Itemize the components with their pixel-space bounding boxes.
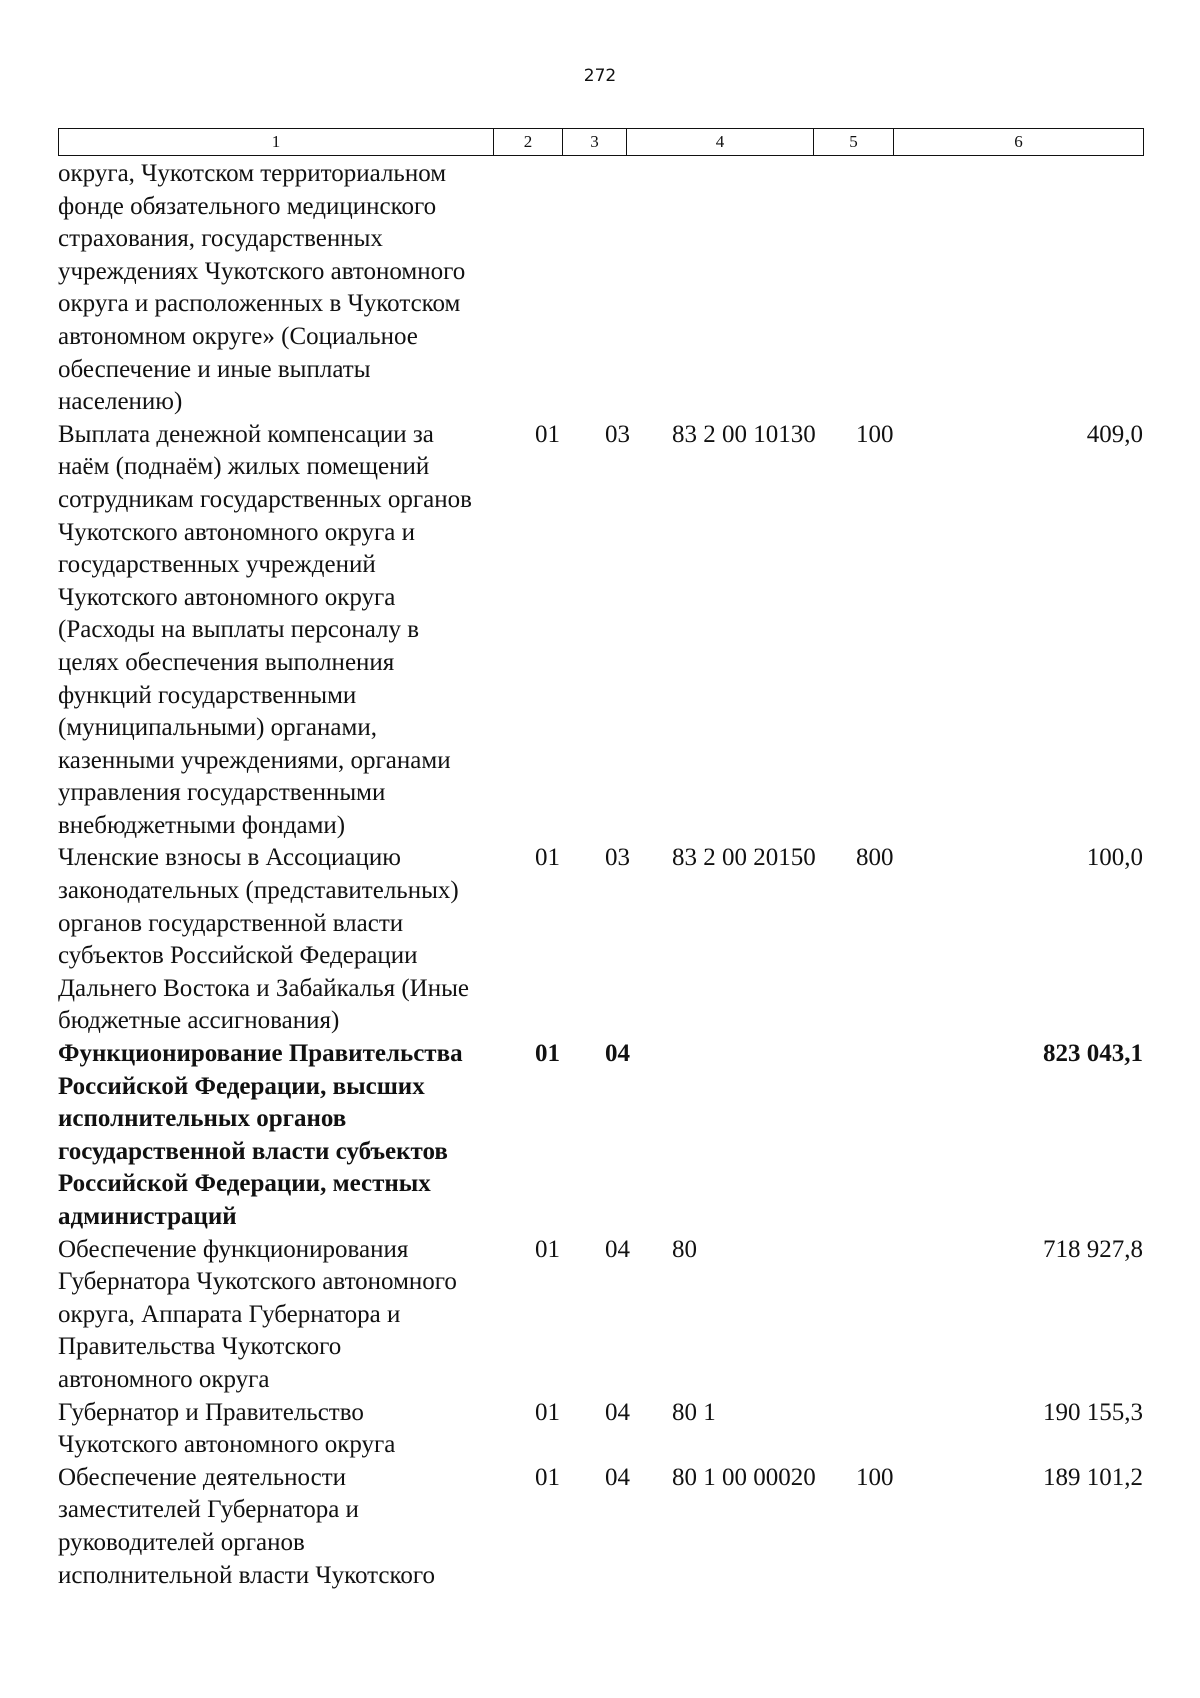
budget-table-body xyxy=(58,158,1143,1592)
column-header-4: 4 xyxy=(627,129,814,156)
column-header-row xyxy=(59,129,1144,156)
table-row-section-total xyxy=(58,1038,1143,1234)
row-target-article: 83 2 00 20150 xyxy=(672,844,816,872)
table-row xyxy=(58,1462,1143,1592)
row-amount: 823 043,1 xyxy=(1043,1040,1143,1068)
page-number: 272 xyxy=(583,66,617,86)
table-row xyxy=(58,1397,1143,1462)
column-header-6: 6 xyxy=(894,129,1144,156)
column-header-1: 1 xyxy=(59,129,494,156)
row-subsection-code: 04 xyxy=(605,1398,630,1426)
row-target-article: 80 1 00 00020 xyxy=(672,1463,816,1491)
row-description: Членские взносы в Ассоциацию законодательных (представительных) органов государственной власти субъектов Российской Федерации Дальнего Востока и Забайкалья (Иные бюджетные ассигнования) xyxy=(58,844,470,1035)
row-description: округа, Чукотском территориальном фонде обязательного медицинского страхования, государственных учреждениях Чукотского автономного округа и расположенных в Чукотском автономном округе» (Социальное обеспечение и иные выплаты населению) xyxy=(58,160,466,416)
row-subsection-code: 03 xyxy=(605,844,630,872)
table-row xyxy=(58,842,1143,1038)
row-section-code: 01 xyxy=(535,1398,560,1426)
row-section-code: 01 xyxy=(535,1235,560,1263)
row-description: Обеспечение деятельности заместителей Губернатора и руководителей органов исполнительной власти Чукотского xyxy=(58,1463,435,1589)
row-expense-type: 800 xyxy=(856,844,894,872)
row-expense-type: 100 xyxy=(856,420,894,448)
row-target-article: 80 xyxy=(672,1235,697,1263)
row-section-code: 01 xyxy=(535,420,560,448)
row-target-article: 83 2 00 10130 xyxy=(672,420,816,448)
row-description: Выплата денежной компенсации за наём (поднаём) жилых помещений сотрудникам государственных органов Чукотского автономного округа и государственных учреждений Чукотского автономного округа (Расходы на выплаты персоналу в целях обеспечения выполнения функций государственными (муниципальными) органами, казенными учреждениями, органами управления государственными внебюджетными фондами) xyxy=(58,420,472,839)
row-amount: 189 101,2 xyxy=(1043,1463,1143,1491)
row-subsection-code: 04 xyxy=(605,1463,630,1491)
row-target-article: 80 1 xyxy=(672,1398,716,1426)
row-description: Губернатор и Правительство Чукотского автономного округа xyxy=(58,1398,396,1459)
table-row xyxy=(58,1234,1143,1397)
row-description: Обеспечение функционирования Губернатора Чукотского автономного округа, Аппарата Губернатора и Правительства Чукотского автономного округа xyxy=(58,1235,457,1393)
row-description: Функционирование Правительства Российской Федерации, высших исполнительных органов государственной власти субъектов Российской Федерации, местных администраций xyxy=(58,1040,463,1230)
row-section-code: 01 xyxy=(535,844,560,872)
row-expense-type: 100 xyxy=(856,1463,894,1491)
row-amount: 718 927,8 xyxy=(1043,1235,1143,1263)
row-subsection-code: 04 xyxy=(605,1040,630,1068)
table-row xyxy=(58,419,1143,843)
column-header-2: 2 xyxy=(494,129,563,156)
row-section-code: 01 xyxy=(535,1040,560,1068)
table-row xyxy=(58,158,1143,419)
column-header-table xyxy=(58,128,1144,156)
row-subsection-code: 03 xyxy=(605,420,630,448)
row-subsection-code: 04 xyxy=(605,1235,630,1263)
row-amount: 190 155,3 xyxy=(1043,1398,1143,1426)
row-amount: 409,0 xyxy=(1086,420,1143,448)
column-header-5: 5 xyxy=(814,129,894,156)
row-section-code: 01 xyxy=(535,1463,560,1491)
column-header-3: 3 xyxy=(563,129,627,156)
row-amount: 100,0 xyxy=(1086,844,1143,872)
